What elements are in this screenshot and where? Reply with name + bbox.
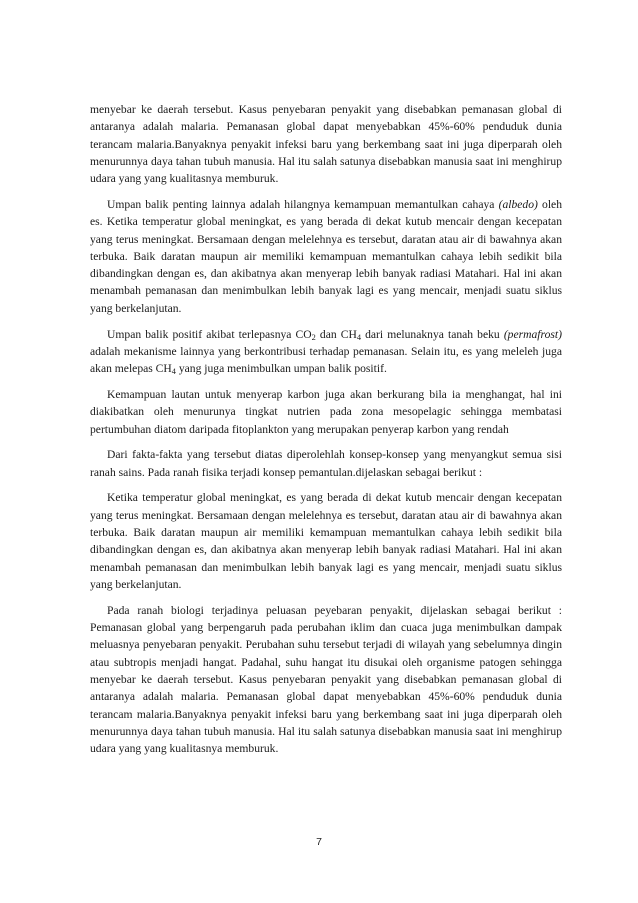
text-run: Umpan balik penting lainnya adalah hilangnya kemampuan memantulkan cahaya (107, 197, 499, 211)
page-number: 7 (316, 836, 322, 848)
text-run: Dari fakta-fakta yang tersebut diatas diperolehlah konsep-konsep yang menyangkut semua sisi ranah sains. Pada ranah fisika terjadi konsep pemantulan.dijelaskan sebagai berikut : (90, 448, 562, 479)
text-run: Umpan balik positif akibat terlepasnya CO (107, 327, 312, 341)
paragraph-6 (90, 489, 562, 593)
paragraph-1 (90, 101, 562, 187)
italic-term: (albedo) (498, 197, 538, 211)
italic-term: (permafrost) (503, 327, 562, 341)
text-run: dan CH (315, 327, 357, 341)
subscript: 4 (171, 367, 176, 377)
paragraph-4 (90, 386, 562, 438)
text-run: dari melunaknya tanah beku (361, 327, 504, 341)
body-text (90, 101, 562, 766)
text-run: Ketika temperatur global meningkat, es yang berada di dekat kutub mencair dengan kecepatan yang terus meningkat. Bersamaan dengan melelehnya es tersebut, daratan atau air di bawahnya akan terbuka. Baik daratan maupun air memiliki kemampuan memantulkan cahaya lebih sedikit bila dibandingkan dengan es, dan akibatnya akan menyerap lebih banyak radiasi Matahari. Hal ini akan menambah pemanasan dan menimbulkan lebih banyak lagi es yang mencair, menjadi suatu siklus yang berkelanjutan. (90, 491, 562, 591)
text-run: menyebar ke daerah tersebut. Kasus penyebaran penyakit yang disebabkan pemanasan global di antaranya adalah malaria. Pemanasan global dapat menyebabkan 45%-60% penduduk dunia terancam malaria.Banyaknya penyakit infeksi baru yang berkembang saat ini juga diperparah oleh menurunnya daya tahan tubuh manusia. Hal itu salah satunya disebabkan manusia saat ini menghirup udara yang yang kualitasnya memburuk. (90, 103, 562, 186)
paragraph-3 (90, 326, 562, 378)
paragraph-5 (90, 446, 562, 481)
paragraph-7 (90, 602, 562, 758)
text-run: adalah mekanisme lainnya yang berkontribusi terhadap pemanasan. Selain itu, es yang meleleh juga akan melepas CH (90, 344, 562, 376)
text-run: Pada ranah biologi terjadinya peluasan peyebaran penyakit, dijelaskan sebagai berikut : Pemanasan global yang berpengaruh pada perubahan iklim dan cuaca juga menimbulkan dampak meluasnya penyebaran penyakit. Perubahan suhu tersebut terjadi di wilayah yang sebelumnya dingin atau subtropis menjadi hangat. Padahal, suhu hangat itu disukai oleh organisme patogen sehingga menyebar ke daerah tersebut. Kasus penyebaran penyakit yang disebabkan pemanasan global di antaranya adalah malaria. Pemanasan global dapat menyebabkan 45%-60% penduduk dunia terancam malaria.Banyaknya penyakit infeksi baru yang berkembang saat ini juga diperparah oleh menurunnya daya tahan tubuh manusia. Hal itu salah satunya disebabkan manusia saat ini menghirup udara yang yang kualitasnya memburuk. (90, 603, 562, 756)
subscript: 4 (356, 332, 362, 342)
text-run: Kemampuan lautan untuk menyerap karbon juga akan berkurang bila ia menghangat, hal ini diakibatkan oleh menurunya tingkat nutrien pada zona mesopelagic sehingga membatasi pertumbuhan diatom daripada fitoplankton yang merupakan penyerap karbon yang rendah (90, 387, 562, 436)
paragraph-2 (90, 196, 562, 317)
text-run: oleh es. Ketika temperatur global meningkat, es yang berada di dekat kutub mencair dengan kecepatan yang terus meningkat. Bersamaan dengan melelehnya es tersebut, daratan atau air di bawahnya akan terbuka. Baik daratan maupun air memiliki kemampuan memantulkan cahaya lebih sedikit bila dibandingkan dengan es, dan akibatnya akan menyerap lebih banyak radiasi Matahari. Hal ini akan menambah pemanasan dan menimbulkan lebih banyak lagi es yang mencair, menjadi suatu siklus yang berkelanjutan. (90, 197, 562, 315)
subscript: 2 (311, 332, 316, 342)
text-run: yang juga menimbulkan umpan balik positif. (175, 362, 387, 376)
